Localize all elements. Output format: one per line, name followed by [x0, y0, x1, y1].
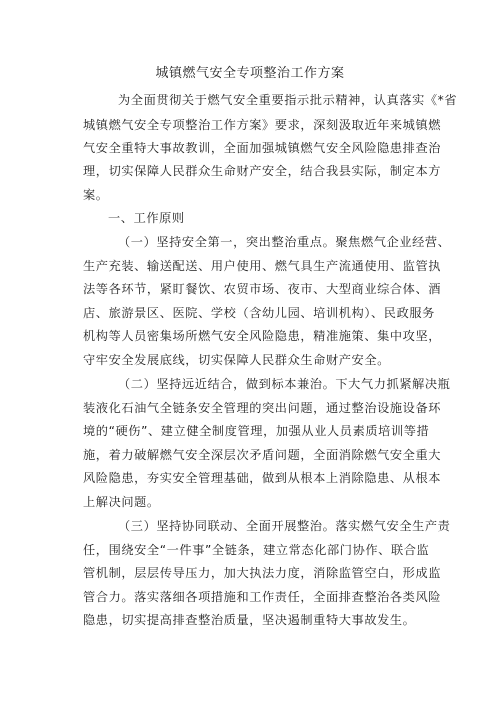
paragraph-line: 店、旅游景区、医院、学校（含幼儿园、培训机构）、民政服务 [83, 306, 435, 320]
paragraph-line: 装液化石油气全链条安全管理的突出问题，通过整治设施设备环 [83, 401, 442, 415]
paragraph-line: 城镇燃气安全专项整治工作方案》要求，深刻汲取近年来城镇燃 [83, 118, 442, 132]
paragraph-line: 管机制，层层传导压力，加大执法力度，消除监管空白，形成监 [83, 566, 442, 580]
paragraph-line: （三）坚持协同联动、全面开展整治。落实燃气安全生产责 [118, 519, 451, 533]
paragraph-line: 风险隐患，夯实安全管理基础，做到从根本上消除隐患、从根本 [83, 471, 442, 485]
paragraph-line: 境的“硬伤”、建立健全制度管理，加强从业人员素质培训等措 [83, 424, 430, 438]
paragraph-line: 上解决问题。 [83, 495, 160, 509]
paragraph-line: 管合力。落实落细各项措施和工作责任，全面排查整治各类风险 [83, 590, 442, 604]
paragraph-line: （二）坚持远近结合，做到标本兼治。下大气力抓紧解决瓶 [118, 377, 451, 391]
paragraph-line: 案。 [83, 188, 109, 202]
paragraph-line: 隐患，切实提高排查整治质量，坚决遏制重特大事故发生。 [83, 613, 416, 627]
paragraph-line: 为全面贯彻关于燃气安全重要指示批示精神，认真落实《*省 [118, 93, 458, 107]
paragraph-line: 理，切实保障人民群众生命财产安全，结合我县实际，制定本方 [83, 164, 442, 178]
paragraph-line: 任，围绕安全“一件事”全链条，建立常态化部门协作、联合监 [83, 543, 430, 557]
paragraph-line: 生产充装、输送配送、用户使用、燃气具生产流通使用、监管执 [83, 259, 442, 273]
paragraph-line: 守牢安全发展底线，切实保障人民群众生命财产安全。 [83, 353, 390, 367]
paragraph-line: 气安全重特大事故教训，全面加强城镇燃气安全风险隐患排查治 [83, 141, 442, 155]
paragraph-line: （一）坚持安全第一，突出整治重点。聚焦燃气企业经营、 [118, 235, 451, 249]
paragraph-line: 机构等人员密集场所燃气安全风险隐患，精准施策、集中攻坚， [83, 329, 442, 343]
paragraph-line: 法等各环节，紧盯餐饮、农贸市场、夜市、大型商业综合体、酒 [83, 282, 442, 296]
paragraph-line: 施，着力破解燃气安全深层次矛盾问题，全面消除燃气安全重大 [83, 448, 442, 462]
section-heading: 一、工作原则 [108, 211, 185, 225]
document-title: 城镇燃气安全专项整治工作方案 [155, 66, 345, 81]
